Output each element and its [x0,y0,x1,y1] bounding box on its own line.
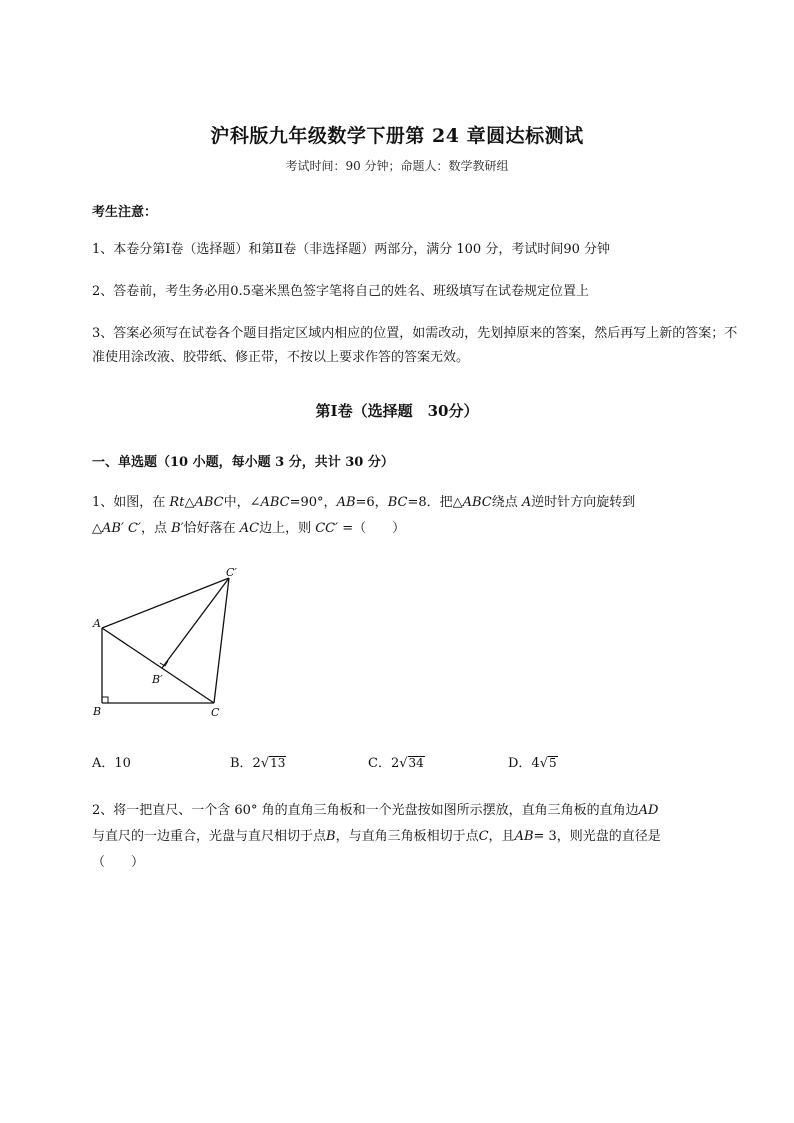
radicand: 34 [408,756,424,770]
radicand: 5 [549,756,557,770]
exam-subtitle: 考试时间：90 分钟；命题人：数学教研组 [285,159,509,173]
q-text: 与直尺的一边重合，光盘与直尺相切于点 [92,829,327,844]
notice-heading: 考生注意： [92,205,158,220]
q-text: 边上，则 [259,521,316,536]
segment-CC-prime [214,578,229,703]
q-text: =90°， [289,495,337,510]
choice-d [508,752,558,771]
question-number: 1、 [92,495,114,510]
q-text: 如图，在 [113,495,170,510]
choice-c [368,752,425,771]
radicand: 13 [270,756,286,770]
q-text: = 3，则光盘的直径是 [533,829,661,844]
q-var: ABC [194,495,224,510]
q-var: C [478,829,489,844]
page-title: 沪科版九年级数学下册第 24 章圆达标测试 [210,125,584,147]
choice-a: A．10 [92,756,131,771]
q-var: AB′ C′ [102,521,141,536]
q-text: △ [184,495,195,510]
question-2-line-1 [92,798,742,824]
label-C-prime: C′ [226,566,237,579]
question-1 [92,490,742,542]
q-text: =8．把△ [407,495,463,510]
question-number: 2、 [92,803,114,818]
q-var: Rt [169,495,185,510]
question-1-line-1 [92,490,742,516]
label-B-prime: B′ [152,673,163,686]
q-var: BC [387,495,408,510]
segment-AC [102,628,214,703]
choice-b [230,752,286,771]
sqrt-sign: √ [260,756,270,771]
q-text: △ [92,521,102,536]
q-var: B′ [171,521,184,536]
q-text: ，且 [488,829,515,844]
q-text: ，与直角三角板相切于点 [335,829,479,844]
right-angle-mark-B [102,697,108,703]
triangle-rotation-figure [88,562,258,722]
q-text: ，点 [140,521,172,536]
label-C: C [211,706,220,719]
choice-b-prefix: B．2 [230,756,261,771]
question-2-line-3: （ ） [92,855,145,870]
sqrt-sign: √ [539,756,548,771]
q-var: AC [239,521,260,536]
q-var: AD [638,803,659,818]
question-2 [92,798,742,876]
q-text: =6， [355,495,388,510]
sqrt-sign: √ [399,756,408,771]
notice-item: 3、答案必须写在试卷各个题目指定区域内相应的位置，如需改动，先划掉原来的答案，然后再写上新的答案；不准使用涂改液、胶带纸、修正带，不按以上要求作答的答案无效。 [92,326,738,365]
question-1-line-2 [92,516,742,542]
part-heading: 一、单选题（10 小题，每小题 3 分，共计 30 分） [92,455,394,470]
notice-item: 2、答卷前，考生务必用0.5毫米黑色签字笔将自己的姓名、班级填写在试卷规定位置上 [92,284,589,299]
q-var: B [326,829,336,844]
q-text: 绕点 [491,495,522,510]
q-text: 将一把直尺、一个含 60° 角的直角三角板和一个光盘按如图所示摆放，直角三角板的直角边 [113,803,639,818]
q-var: ABC [260,495,290,510]
q-var: ABC [462,495,492,510]
choice-d-prefix: D．4 [508,756,540,771]
choice-c-prefix: C．2 [368,756,400,771]
q-text: 恰好落在 [183,521,240,536]
q-var: AB [514,829,534,844]
q-text: =（ ） [338,521,406,536]
q-var: AB [336,495,356,510]
q-text: 中，∠ [223,495,261,510]
notice-item: 1、本卷分第Ⅰ卷（选择题）和第Ⅱ卷（非选择题）两部分，满分 100 分，考试时间90 分钟 [92,242,610,257]
q-var: A [521,495,532,510]
q-var: CC′ [315,521,339,536]
q-text: 逆时针方向旋转到 [531,495,636,510]
label-A: A [93,617,101,630]
label-B: B [93,705,102,718]
section-title: 第Ⅰ卷（选择题 30分） [315,402,479,420]
question-2-line-2 [92,824,742,850]
